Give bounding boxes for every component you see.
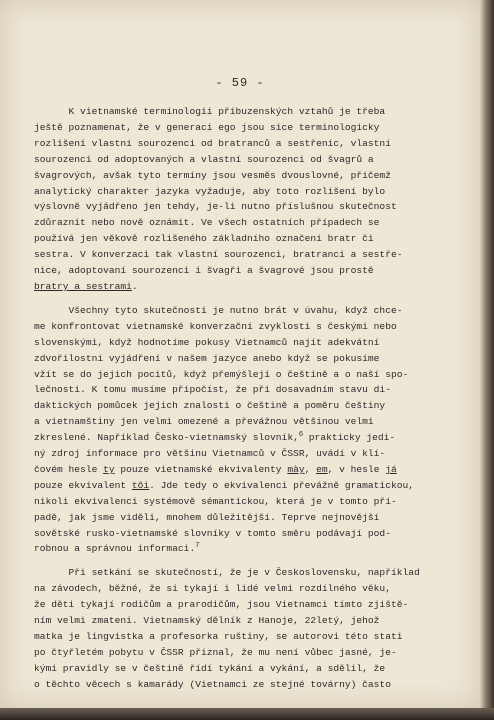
text-line: o těchto věcech s kamarády (Vietnamci ze stejné továrny) často <box>34 678 391 690</box>
text-line: rozlišeni vlastní sourozenci od bratranců a sestřenic, vlastní <box>34 137 391 149</box>
text-line: analytický charakter jazyka vyžaduje, aby toto rozlišení bylo <box>34 185 386 197</box>
text-segment: , <box>304 463 317 475</box>
text-line: Všechny tyto skutečnosti je nutno brát v úvahu, když chce- <box>34 304 403 316</box>
text-line: švagrových, avšak tyto termíny jsou vesměs dvouslovné, přičemž <box>34 169 391 181</box>
text-line-footnote-7 <box>34 541 424 557</box>
text-line: ještě poznamenat, že v generaci ego jsou sice terminologicky <box>34 121 380 133</box>
text-line: sovětské rusko-vietnamské slovníky v tomto směru podávají pod- <box>34 527 391 539</box>
text-segment: prakticky jedi- <box>303 432 396 444</box>
text-line: K vietnamské terminologii příbuzenských vztahů je třeba <box>34 106 386 117</box>
text-segment: . Jde tedy o ekvivalenci převážně gramatickou, <box>149 479 414 491</box>
text-line: daktických pomůcek jejich znalosti o češtině a poměru češtiny <box>34 400 386 412</box>
text-segment: robnou a správnou informaci. <box>34 543 196 555</box>
text-line-keywords <box>34 462 424 478</box>
text-line-keyword-toi <box>34 478 424 494</box>
text-segment: čovém hesle <box>34 463 104 475</box>
text-segment: , v hesle <box>327 463 386 475</box>
footnote-ref-6: 6 <box>298 430 304 439</box>
keyword-ty: ty <box>103 463 115 475</box>
keyword-ja: já <box>385 463 397 475</box>
text-segment: pouze ekvivalent <box>34 479 132 491</box>
text-line: používá jen věkově rozlišeného základního označení bratr či <box>34 233 374 245</box>
punctuation: . <box>131 280 138 292</box>
keyword-em: em <box>316 463 328 475</box>
text-line: na závodech, běžné, že si tykají i lidé velmi rozdílného věku, <box>34 583 391 595</box>
page-edge-right <box>480 0 494 720</box>
text-line: sestra. V konverzaci tak vlastní sourozenci, bratranci a sestře- <box>34 249 403 261</box>
keyword-may: mày <box>287 463 305 475</box>
text-line: výslovně vyjádřeno jen tehdy, je-li nutno příslušnou skutečnost <box>34 201 397 213</box>
body-text <box>34 104 424 693</box>
text-line-footnote-6 <box>34 430 424 446</box>
text-segment: pouze vietnamské ekvivalenty <box>114 463 288 475</box>
text-segment: zkreslené. Například Česko-vietnamský slovník, <box>34 432 299 444</box>
page-edge-bottom <box>0 708 494 720</box>
text-line: vžít se do jejich pocitů, když přemýšlejí o češtině a o naší spo- <box>34 368 409 380</box>
text-line: že děti tykají rodičům a prarodičům, jsou Vietnamci tímto zjiště- <box>34 599 409 611</box>
text-line: slovenskými, když hodnotíme pokusy Vietnamců najít adekvátní <box>34 336 380 348</box>
text-line: nikoli ekvivalenci systémově sémantickou, která je v tomto pří- <box>34 495 397 507</box>
footnote-ref-7: 7 <box>195 542 200 551</box>
text-line: zdvořilostní vyjádření v našem jazyce anebo když se pokusíme <box>34 352 380 364</box>
text-line: ním velmi zmateni. Vietnamský dělník z Hanoje, 22letý, jehož <box>34 615 380 627</box>
keyword-toi: tôi <box>131 479 150 491</box>
text-line: a vietnamštiny jen velmi omezené a převážnou většinou velmi <box>34 416 374 428</box>
text-line-underlined <box>34 279 424 295</box>
text-line: po čtyřletém pobytu v ČSSR přiznal, že mu není vůbec jasné, je- <box>34 646 397 658</box>
text-line: zdůraznit nebo nově oznámit. Ve všech ostatních případech se <box>34 217 380 229</box>
text-line: kými pravidly se v češtině řídí tykání a vykání, a sdělil, že <box>34 662 386 674</box>
text-line: nice, adoptovaní sourozenci i švagři a švagrové jsou prostě <box>34 265 374 277</box>
text-line: me konfrontovat vietnamské konverzační zvyklosti s českými nebo <box>34 320 397 332</box>
text-line: lečnosti. K tomu musíme připočíst, že při dosavadním stavu di- <box>34 384 391 396</box>
text-line: sourozenci od adoptovaných a vlastní sourozenci od švagrů a <box>34 153 374 165</box>
text-line: padě, jak jsme viděli, mnohem důležitější. Teprve nejnovější <box>34 511 380 523</box>
underlined-phrase: bratry a sestrami <box>34 280 132 292</box>
text-line: ný zdroj informace pro většinu Vietnamců v ČSSR, uvádí v klí- <box>34 448 386 460</box>
text-line: Při setkání se skutečností, že je v Československu, například <box>34 567 420 579</box>
page-number: - 59 - <box>215 76 265 90</box>
text-line: matka je lingvistka a profesorka ruštiny, se autorovi této stati <box>34 631 403 642</box>
